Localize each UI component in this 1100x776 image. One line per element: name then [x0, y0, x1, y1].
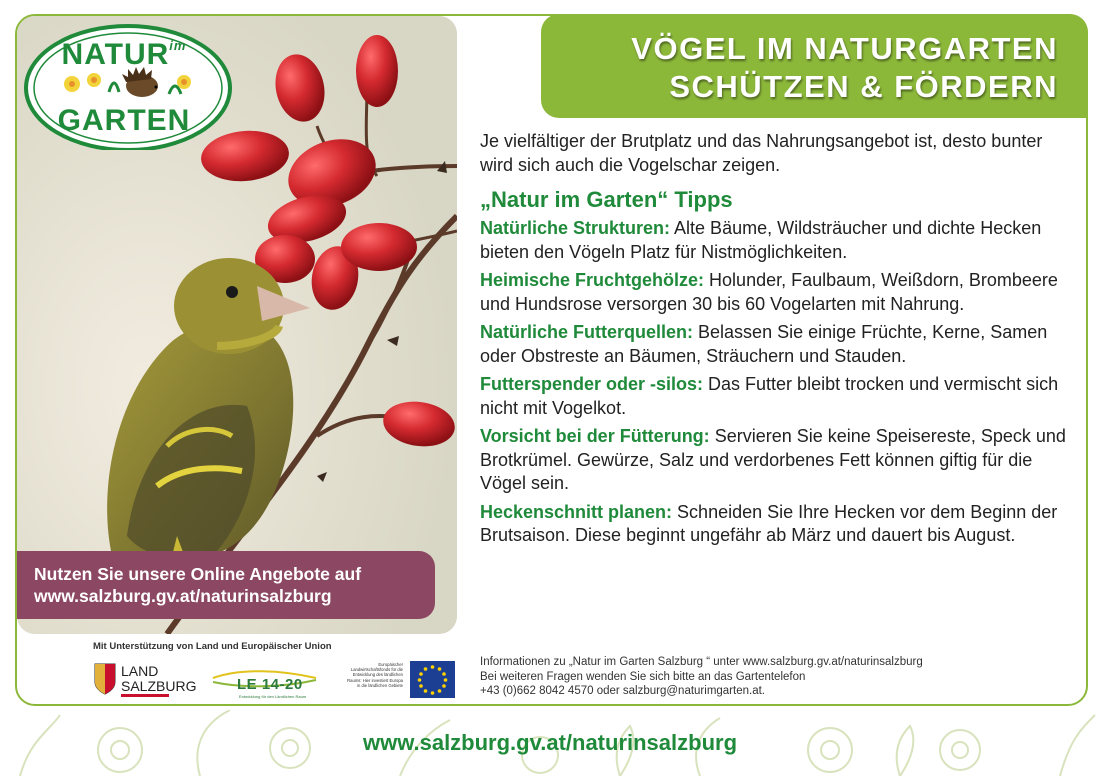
tip-item: [480, 321, 1070, 368]
tip-label: Natürliche Strukturen:: [480, 218, 671, 238]
footer-url[interactable]: www.salzburg.gv.at/naturinsalzburg: [362, 730, 738, 755]
logo-title-top: $NATUR^{im}$: [61, 38, 187, 71]
info-line1: Informationen zu „Natur im Garten Salzburg “ unter www.salzburg.gv.at/naturinsalzburg: [480, 656, 923, 668]
tip-text: Alte Bäume, Wildsträucher und dichte Hecken bieten den Vögeln Platz für Nistmöglichkeiten.: [480, 218, 1042, 262]
salzburg-crest-icon: [93, 662, 117, 696]
le-subtitle: Entwicklung für den Ländlichen Raum: [239, 694, 307, 699]
tip-item: [480, 269, 1070, 316]
land-line1: LAND: [121, 663, 159, 679]
le-text: LE 14-20: [237, 676, 303, 693]
tip-text: Das Futter bleibt trocken und vermischt sich nicht mit Vogelkot.: [480, 374, 1059, 418]
tip-text: Servieren Sie keine Speisereste, Speck und Brotkrümel. Gewürze, Salz und verdorbenes Fett können giftig für die Vögel sein.: [480, 426, 1066, 493]
le-14-20-logo: [211, 658, 321, 700]
land-salzburg-logo: [93, 660, 203, 698]
tip-item: [480, 425, 1070, 496]
tip-label: Heckenschnitt planen:: [480, 501, 673, 522]
land-line2: SALZBURG: [121, 678, 197, 694]
info-line3: +43 (0)662 8042 4570 oder salzburg@naturimgarten.at.: [480, 685, 765, 697]
tip-text: Holunder, Faulbaum, Weißdorn, Brombeere und Hundsrose versorgen 30 bis 60 Vogelarten mit Nahrung.: [480, 270, 1058, 314]
banner-url[interactable]: www.salzburg.gv.at/naturinsalzburg: [34, 586, 332, 606]
page-title-line1: VÖGEL IM NATURGARTEN: [631, 31, 1058, 66]
partner-logos: [93, 658, 463, 700]
banner-line1: Nutzen Sie unsere Online Angebote auf: [34, 564, 362, 584]
tip-label: Vorsicht bei der Fütterung:: [480, 426, 710, 446]
logo-title-bottom: GARTEN: [57, 104, 191, 137]
natur-im-garten-logo: [24, 22, 232, 150]
tip-label: Heimische Fruchtgehölze:: [480, 270, 705, 290]
main-text: [480, 130, 1070, 553]
tip-text: Belassen Sie einige Früchte, Kerne, Samen oder Obstreste an Bäumen, Sträuchern und Stauden.: [480, 322, 1048, 366]
contact-info: [480, 655, 923, 699]
info-line2: Bei weiteren Fragen wenden Sie sich bitte an das Gartentelefon: [480, 670, 806, 683]
tip-item: [480, 217, 1070, 264]
title-banner: [541, 14, 1088, 118]
page-title-line2: SCHÜTZEN & FÖRDERN: [669, 69, 1058, 104]
tip-label: Natürliche Futterquellen:: [480, 322, 694, 342]
tips-heading: „Natur im Garten“ Tipps: [480, 187, 733, 212]
tip-item: [480, 501, 1070, 548]
intro-text: Je vielfältiger der Brutplatz und das Nahrungsangebot ist, desto bunter wird sich auch die Vogelschar zeigen.: [480, 131, 1043, 175]
tip-text: Schneiden Sie Ihre Hecken vor dem Beginn der Brutsaison. Diese beginnt ungefähr ab März und dauert bis August.: [480, 501, 1058, 545]
eu-flag-icon: [410, 661, 455, 698]
online-offer-banner[interactable]: [17, 551, 435, 619]
eu-fund-text: Europäischer Landwirtschaftsfonds für die Entwicklung des ländlichen Raums: Hier investiert Europa in die ländlichen Gebiete: [347, 662, 403, 688]
tip-label: Futterspender oder -silos:: [480, 374, 704, 394]
tip-item: [480, 373, 1070, 420]
support-note: Mit Unterstützung von Land und Europäischer Union: [93, 641, 332, 652]
footer-band: [0, 710, 1100, 776]
